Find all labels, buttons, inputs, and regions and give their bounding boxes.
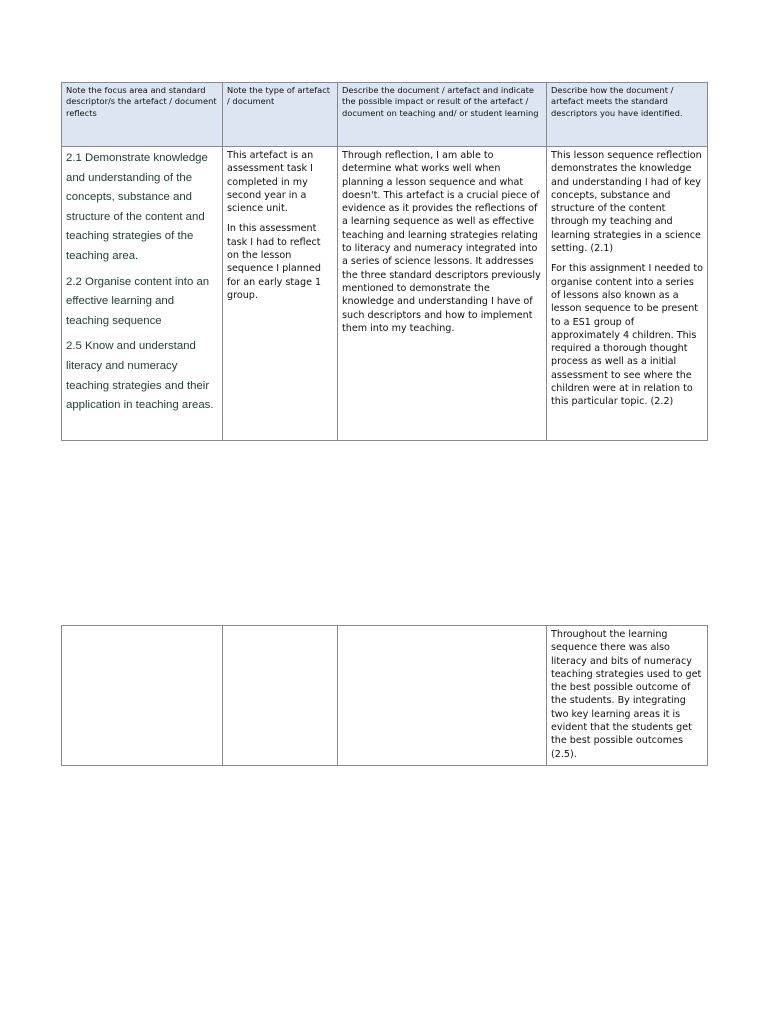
meets-standards-paragraph: For this assignment I needed to organise content into a series of lessons also known as a lesson sequence to be present to a ES1 group of approximately 4 children. This required a thorough thought process as well as a initial assessment to see where the children were at in relation to this particular topic. (2.2) xyxy=(551,263,703,408)
focus-area-2-5: 2.5 Know and understand literacy and numeracy teaching strategies and their application in teaching areas. xyxy=(66,340,214,412)
table-header-row xyxy=(62,83,708,147)
header-artefact-type: Note the type of artefact / document xyxy=(223,83,338,147)
description-cell xyxy=(338,147,547,441)
meets-standards-cell xyxy=(547,147,708,441)
evidence-table xyxy=(61,82,708,441)
meets-standards-paragraph: This lesson sequence reflection demonstrates the knowledge and understanding I had of key concepts, substance and structure of the content through my teaching and learning strategies in a science setting. (2.1) xyxy=(551,150,702,255)
evidence-table-continued xyxy=(61,625,708,766)
description-paragraph: Through reflection, I am able to determine what works well when planning a lesson sequence and what doesn't. This artefact is a crucial piece of evidence as it provides the reflections of a learning sequence as well as effective teaching and learning strategies relating to literacy and numeracy integrated into a series of science lessons. It addresses the three standard descriptors previously mentioned to demonstrate the knowledge and understanding I have of such descriptors and how to implement them into my teaching. xyxy=(342,150,541,334)
artefact-type-cell xyxy=(223,626,338,766)
artefact-type-paragraph: This artefact is an assessment task I completed in my second year in a science unit. xyxy=(227,150,314,215)
focus-area-2-2: 2.2 Organise content into an effective learning and teaching sequence xyxy=(66,275,210,327)
header-description: Describe the document / artefact and indicate the possible impact or result of the artefact / document on teaching and/ or student learning xyxy=(338,83,547,147)
artefact-type-paragraph: In this assessment task I had to reflect on the lesson sequence I planned for an early stage 1 group. xyxy=(227,223,322,301)
header-meets-standards: Describe how the document / artefact meets the standard descriptors you have identified. xyxy=(547,83,708,147)
table-row xyxy=(62,147,708,441)
meets-standards-cell xyxy=(547,626,708,766)
description-cell xyxy=(338,626,547,766)
table-row xyxy=(62,626,708,766)
header-focus-area: Note the focus area and standard descriptor/s the artefact / document reflects xyxy=(62,83,223,147)
focus-area-cell xyxy=(62,626,223,766)
artefact-type-cell xyxy=(223,147,338,441)
focus-area-cell xyxy=(62,147,223,441)
meets-standards-paragraph: Throughout the learning sequence there was also literacy and bits of numeracy teaching strategies used to get the best possible outcome of the students. By integrating two key learning areas it is evident that the students get the best possible outcomes (2.5). xyxy=(551,629,702,760)
focus-area-2-1: 2.1 Demonstrate knowledge and understanding of the concepts, substance and structure of the content and teaching strategies of the teaching area. xyxy=(66,152,208,262)
